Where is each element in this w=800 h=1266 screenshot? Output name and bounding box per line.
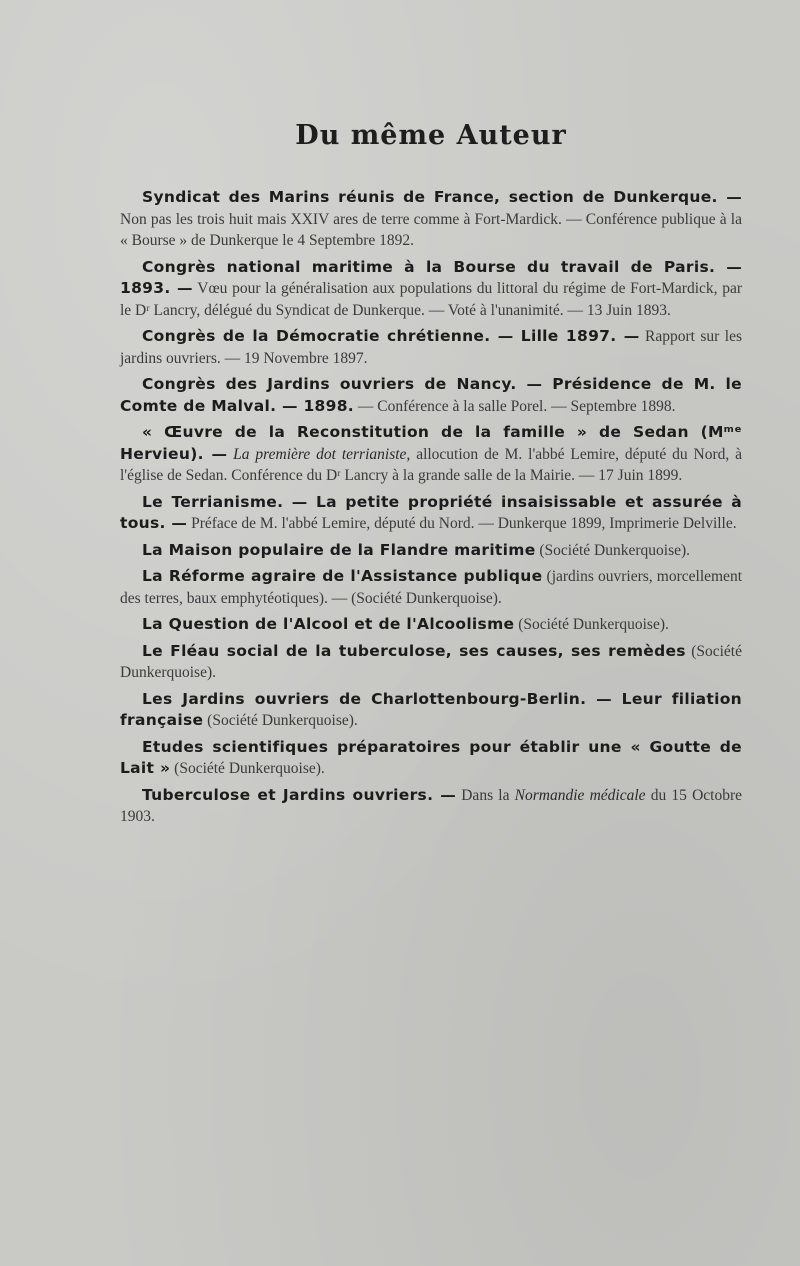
bibliography-entry xyxy=(120,689,742,732)
entry-text: allocution de M. l'abbé Lemire, député du Nord, à l'église de Sedan. Conférence du Dʳ Lancry à la grande salle de la Mairie. — 17 Juin 1899. xyxy=(120,445,743,484)
entry-heading: La Maison populaire de la Flandre maritime xyxy=(142,540,536,559)
entry-heading: « Œuvre de la Reconstitution de la famille » de Sedan (Mᵐᵉ Hervieu). — xyxy=(120,423,742,463)
entry-text: Préface de M. l'abbé Lemire, député du Nord. — Dunkerque 1899, Imprimerie Delville. xyxy=(187,515,737,532)
page xyxy=(120,120,742,833)
entry-heading: Tuberculose et Jardins ouvriers. — xyxy=(142,785,457,804)
bibliography-entry xyxy=(120,540,742,562)
entry-heading: La Réforme agraire de l'Assistance publique xyxy=(142,567,543,585)
entry-text: (Société Dunkerquoise). xyxy=(535,541,691,559)
entry-text: Rapport sur les jardins ouvriers. — 19 Novembre 1897. xyxy=(120,328,742,367)
entry-text: du 15 Octobre 1903. xyxy=(120,786,743,825)
bibliography-entry xyxy=(120,257,742,322)
entry-text: (Société Dunkerquoise). xyxy=(514,616,669,633)
bibliography-entry xyxy=(120,614,742,636)
entry-text: Dans la xyxy=(456,786,515,804)
entry-text: — Conférence à la salle Porel. — Septembre 1898. xyxy=(353,397,676,415)
entry-heading: Syndicat des Marins réunis de France, section de Dunkerque. — xyxy=(142,188,742,206)
bibliography-entry xyxy=(120,566,742,609)
entry-heading: La Question de l'Alcool et de l'Alcoolisme xyxy=(142,615,515,633)
entry-heading: Congrès de la Démocratie chrétienne. — Lille 1897. — xyxy=(142,327,640,345)
bibliography-entry xyxy=(120,737,742,780)
entry-heading: Les Jardins ouvriers de Charlottenbourg-Berlin. — Leur filiation française xyxy=(120,689,742,729)
entry-italic-title: La première dot terrianiste, xyxy=(227,445,411,463)
bibliography-entry xyxy=(120,326,742,369)
entry-heading: Le Terrianisme. — La petite propriété insaisissable et assurée à tous. — xyxy=(120,492,742,532)
entry-text: Non pas les trois huit mais XXIV ares de terre comme à Fort-Mardick. — Conférence publique à la « Bourse » de Dunkerque le 4 Septembre 1892. xyxy=(120,210,742,249)
entry-heading: Congrès national maritime à la Bourse du travail de Paris. — 1893. — xyxy=(120,257,742,297)
bibliography-entry xyxy=(120,492,742,535)
bibliography-entry xyxy=(120,187,742,252)
bibliography-entry xyxy=(120,785,742,828)
bibliography-entry xyxy=(120,422,742,487)
entry-heading: Congrès des Jardins ouvriers de Nancy. — Présidence de M. le Comte de Malval. — 1898. xyxy=(120,375,742,415)
page-title: Du même Auteur xyxy=(295,120,567,151)
entry-text: (jardins ouvriers, morcellement des terres, baux emphytéotiques). — (Société Dunkerquoise). xyxy=(120,568,742,607)
entry-text: (Société Dunkerquoise). xyxy=(120,642,742,681)
bibliography-entry xyxy=(120,641,742,684)
entry-text: Vœu pour la généralisation aux populations du littoral du régime de Fort-Mardick, par le Dʳ Lancry, délégué du Syndicat de Dunkerque. — Voté à l'unanimité. — 13 Juin 1893. xyxy=(120,280,743,319)
entry-italic-title: Normandie médicale xyxy=(514,786,646,804)
bibliography-entry xyxy=(120,374,742,417)
entry-heading: Le Fléau social de la tuberculose, ses causes, ses remèdes xyxy=(142,641,686,660)
entry-text: (Société Dunkerquoise). xyxy=(170,760,325,777)
entry-text: (Société Dunkerquoise). xyxy=(203,712,358,729)
entry-heading: Etudes scientifiques préparatoires pour établir une « Goutte de Lait » xyxy=(120,737,742,777)
